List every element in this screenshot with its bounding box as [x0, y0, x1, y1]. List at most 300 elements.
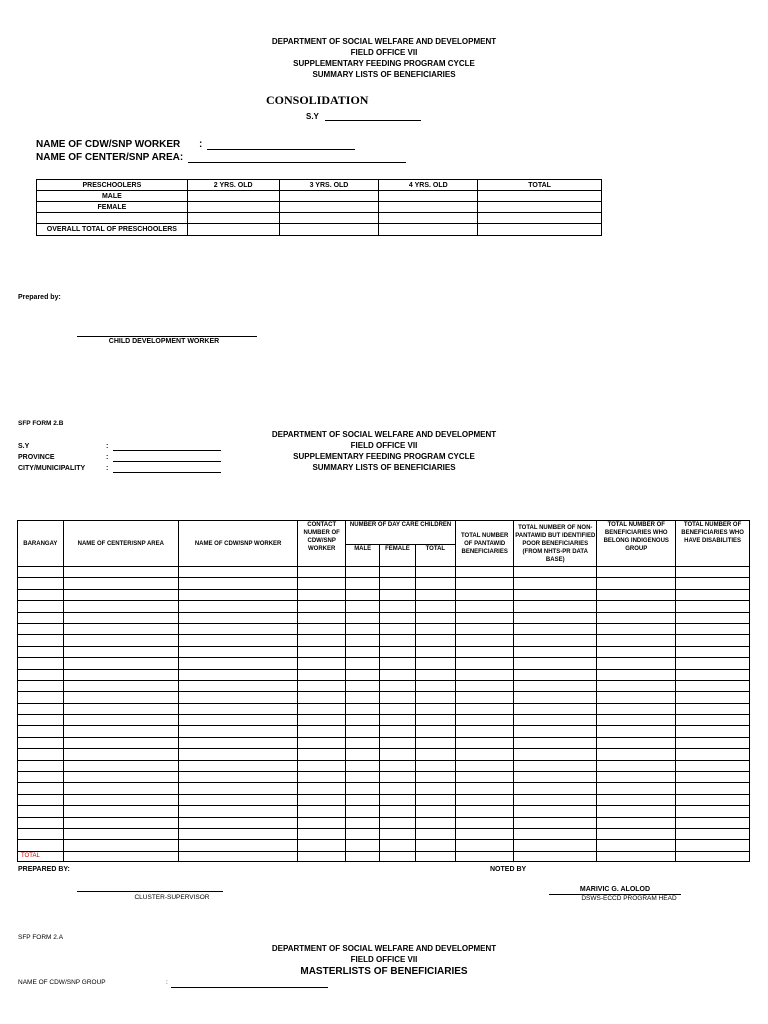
table-cell[interactable] — [597, 817, 676, 828]
table-cell[interactable] — [597, 623, 676, 634]
table-cell[interactable] — [346, 658, 380, 669]
table-cell[interactable] — [346, 601, 380, 612]
table-cell[interactable] — [380, 669, 415, 680]
table-cell[interactable] — [346, 806, 380, 817]
table-cell[interactable] — [346, 794, 380, 805]
table-cell[interactable] — [514, 817, 597, 828]
table-cell[interactable] — [597, 772, 676, 783]
table-cell[interactable] — [298, 840, 346, 851]
table-cell[interactable] — [456, 760, 514, 771]
table-cell[interactable] — [63, 680, 178, 691]
table-cell[interactable] — [178, 646, 297, 657]
table-cell[interactable] — [63, 794, 178, 805]
table-cell[interactable] — [379, 213, 478, 224]
table-cell[interactable] — [456, 783, 514, 794]
table-cell[interactable] — [415, 623, 455, 634]
table-cell[interactable] — [18, 612, 64, 623]
table-cell[interactable] — [415, 646, 455, 657]
sy-input-line[interactable] — [113, 441, 221, 451]
table-cell[interactable] — [18, 783, 64, 794]
table-cell[interactable] — [346, 772, 380, 783]
city-input-line[interactable] — [113, 463, 221, 473]
table-cell[interactable] — [597, 646, 676, 657]
table-cell[interactable] — [346, 715, 380, 726]
table-cell[interactable] — [187, 224, 279, 236]
table-cell[interactable] — [380, 646, 415, 657]
table-cell[interactable] — [676, 772, 750, 783]
table-cell[interactable] — [456, 578, 514, 589]
table-cell[interactable] — [178, 703, 297, 714]
table-cell[interactable] — [18, 703, 64, 714]
table-cell[interactable] — [63, 737, 178, 748]
sy-input-line[interactable] — [325, 120, 421, 121]
table-cell[interactable] — [415, 794, 455, 805]
table-cell[interactable] — [456, 806, 514, 817]
table-cell[interactable] — [676, 794, 750, 805]
table-cell[interactable] — [514, 726, 597, 737]
table-cell[interactable] — [298, 567, 346, 578]
table-cell[interactable] — [597, 692, 676, 703]
table-cell[interactable] — [380, 635, 415, 646]
table-cell[interactable] — [346, 578, 380, 589]
table-cell[interactable] — [279, 202, 379, 213]
table-cell[interactable] — [514, 623, 597, 634]
table-cell[interactable] — [380, 578, 415, 589]
table-cell[interactable] — [514, 567, 597, 578]
table-cell[interactable] — [676, 646, 750, 657]
table-cell[interactable] — [676, 635, 750, 646]
table-cell[interactable] — [178, 578, 297, 589]
table-cell[interactable] — [346, 703, 380, 714]
table-cell[interactable] — [597, 567, 676, 578]
table-cell[interactable] — [298, 772, 346, 783]
table-cell[interactable] — [346, 692, 380, 703]
table-cell[interactable] — [63, 760, 178, 771]
worker-input-line[interactable] — [207, 149, 355, 150]
table-cell[interactable] — [514, 703, 597, 714]
table-cell[interactable] — [178, 726, 297, 737]
table-cell[interactable] — [478, 202, 602, 213]
table-cell[interactable] — [18, 669, 64, 680]
table-cell[interactable] — [298, 680, 346, 691]
table-cell[interactable] — [298, 658, 346, 669]
table-cell[interactable] — [18, 623, 64, 634]
table-cell[interactable] — [346, 567, 380, 578]
table-cell[interactable] — [456, 567, 514, 578]
table-cell[interactable] — [415, 749, 455, 760]
table-cell[interactable] — [298, 635, 346, 646]
table-cell[interactable] — [676, 612, 750, 623]
table-cell[interactable] — [380, 703, 415, 714]
table-cell[interactable] — [676, 567, 750, 578]
table-cell[interactable] — [298, 828, 346, 839]
table-cell[interactable] — [415, 567, 455, 578]
group-input-line[interactable] — [171, 979, 328, 988]
table-cell[interactable] — [63, 783, 178, 794]
table-cell[interactable] — [415, 578, 455, 589]
table-cell[interactable] — [63, 806, 178, 817]
table-cell[interactable] — [456, 703, 514, 714]
table-cell[interactable] — [178, 840, 297, 851]
table-cell[interactable] — [380, 817, 415, 828]
table-cell[interactable] — [346, 635, 380, 646]
table-cell[interactable] — [597, 703, 676, 714]
table-cell[interactable] — [380, 783, 415, 794]
table-cell[interactable] — [676, 680, 750, 691]
table-cell[interactable] — [597, 749, 676, 760]
province-input-line[interactable] — [113, 452, 221, 462]
table-cell[interactable] — [178, 601, 297, 612]
table-cell[interactable] — [18, 760, 64, 771]
table-cell[interactable] — [415, 612, 455, 623]
table-cell[interactable] — [379, 202, 478, 213]
table-cell[interactable] — [18, 726, 64, 737]
table-cell[interactable] — [415, 715, 455, 726]
table-cell[interactable] — [298, 623, 346, 634]
table-cell[interactable] — [514, 578, 597, 589]
table-cell[interactable] — [380, 623, 415, 634]
table-cell[interactable] — [298, 601, 346, 612]
table-cell[interactable] — [676, 658, 750, 669]
table-cell[interactable] — [514, 760, 597, 771]
table-cell[interactable] — [379, 224, 478, 236]
table-cell[interactable] — [63, 828, 178, 839]
table-cell[interactable] — [597, 578, 676, 589]
table-cell[interactable] — [18, 601, 64, 612]
table-cell[interactable] — [346, 737, 380, 748]
table-cell[interactable] — [514, 680, 597, 691]
table-cell[interactable] — [298, 851, 346, 861]
table-cell[interactable] — [676, 828, 750, 839]
table-cell[interactable] — [18, 806, 64, 817]
table-cell[interactable] — [380, 715, 415, 726]
table-cell[interactable] — [456, 692, 514, 703]
table-cell[interactable] — [514, 851, 597, 861]
table-cell[interactable] — [298, 692, 346, 703]
table-cell[interactable] — [676, 851, 750, 861]
center-input-line[interactable] — [188, 162, 406, 163]
table-cell[interactable] — [298, 589, 346, 600]
table-cell[interactable] — [514, 715, 597, 726]
table-cell[interactable] — [456, 749, 514, 760]
table-cell[interactable] — [514, 806, 597, 817]
table-cell[interactable] — [597, 601, 676, 612]
table-cell[interactable] — [597, 760, 676, 771]
table-cell[interactable] — [415, 806, 455, 817]
table-cell[interactable] — [178, 794, 297, 805]
table-cell[interactable] — [380, 851, 415, 861]
table-cell[interactable] — [597, 840, 676, 851]
table-cell[interactable] — [178, 760, 297, 771]
table-cell[interactable] — [676, 840, 750, 851]
table-cell[interactable] — [298, 646, 346, 657]
table-cell[interactable] — [415, 737, 455, 748]
table-cell[interactable] — [478, 191, 602, 202]
table-cell[interactable] — [346, 669, 380, 680]
table-cell[interactable] — [18, 680, 64, 691]
table-cell[interactable] — [597, 851, 676, 861]
table-cell[interactable] — [676, 817, 750, 828]
table-cell[interactable] — [346, 840, 380, 851]
table-cell[interactable] — [18, 794, 64, 805]
table-cell[interactable] — [187, 191, 279, 202]
table-cell[interactable] — [346, 680, 380, 691]
table-cell[interactable] — [676, 692, 750, 703]
table-cell[interactable] — [178, 567, 297, 578]
table-cell[interactable] — [178, 851, 297, 861]
table-cell[interactable] — [514, 828, 597, 839]
table-cell[interactable] — [18, 840, 64, 851]
table-cell[interactable] — [380, 794, 415, 805]
table-cell[interactable] — [415, 817, 455, 828]
table-cell[interactable] — [415, 658, 455, 669]
table-cell[interactable] — [346, 749, 380, 760]
table-cell[interactable] — [18, 817, 64, 828]
table-cell[interactable] — [380, 806, 415, 817]
table-cell[interactable] — [415, 635, 455, 646]
table-cell[interactable] — [380, 749, 415, 760]
table-cell[interactable] — [380, 612, 415, 623]
table-cell[interactable] — [63, 851, 178, 861]
table-cell[interactable] — [346, 783, 380, 794]
table-cell[interactable] — [18, 749, 64, 760]
table-cell[interactable] — [456, 726, 514, 737]
table-cell[interactable] — [676, 749, 750, 760]
table-cell[interactable] — [178, 658, 297, 669]
table-cell[interactable] — [380, 828, 415, 839]
table-cell[interactable] — [178, 828, 297, 839]
table-cell[interactable] — [456, 772, 514, 783]
table-cell[interactable] — [346, 726, 380, 737]
table-cell[interactable] — [18, 772, 64, 783]
table-cell[interactable] — [298, 783, 346, 794]
table-cell[interactable] — [597, 737, 676, 748]
table-cell[interactable] — [298, 760, 346, 771]
table-cell[interactable] — [514, 692, 597, 703]
table-cell[interactable] — [456, 715, 514, 726]
table-cell[interactable] — [298, 715, 346, 726]
table-cell[interactable] — [415, 772, 455, 783]
table-cell[interactable] — [279, 191, 379, 202]
table-cell[interactable] — [63, 567, 178, 578]
table-cell[interactable] — [676, 623, 750, 634]
table-cell[interactable] — [456, 612, 514, 623]
table-cell[interactable] — [380, 840, 415, 851]
table-cell[interactable] — [18, 646, 64, 657]
table-cell[interactable] — [514, 669, 597, 680]
table-cell[interactable] — [178, 783, 297, 794]
table-cell[interactable] — [415, 669, 455, 680]
table-cell[interactable] — [178, 692, 297, 703]
table-cell[interactable] — [456, 680, 514, 691]
table-cell[interactable] — [178, 715, 297, 726]
table-cell[interactable] — [63, 612, 178, 623]
table-cell[interactable] — [63, 635, 178, 646]
table-cell[interactable] — [380, 601, 415, 612]
table-cell[interactable] — [346, 817, 380, 828]
table-cell[interactable] — [676, 726, 750, 737]
table-cell[interactable] — [346, 851, 380, 861]
table-cell[interactable] — [676, 760, 750, 771]
table-cell[interactable] — [676, 601, 750, 612]
table-cell[interactable] — [298, 703, 346, 714]
table-cell[interactable] — [18, 828, 64, 839]
table-cell[interactable] — [456, 623, 514, 634]
table-cell[interactable] — [63, 703, 178, 714]
table-cell[interactable] — [415, 840, 455, 851]
signature-line[interactable] — [77, 891, 223, 892]
table-cell[interactable] — [18, 578, 64, 589]
table-cell[interactable] — [379, 191, 478, 202]
table-cell[interactable] — [346, 646, 380, 657]
table-cell[interactable] — [597, 715, 676, 726]
table-cell[interactable] — [676, 589, 750, 600]
table-cell[interactable] — [597, 589, 676, 600]
table-cell[interactable] — [298, 669, 346, 680]
table-cell[interactable] — [676, 715, 750, 726]
table-cell[interactable] — [676, 578, 750, 589]
table-cell[interactable] — [415, 589, 455, 600]
table-cell[interactable] — [178, 737, 297, 748]
table-cell[interactable] — [298, 794, 346, 805]
table-cell[interactable] — [415, 783, 455, 794]
table-cell[interactable] — [676, 669, 750, 680]
table-cell[interactable] — [346, 623, 380, 634]
table-cell[interactable] — [18, 635, 64, 646]
table-cell[interactable] — [456, 851, 514, 861]
table-cell[interactable] — [415, 760, 455, 771]
table-cell[interactable] — [597, 680, 676, 691]
table-cell[interactable] — [18, 567, 64, 578]
table-cell[interactable] — [178, 680, 297, 691]
table-cell[interactable] — [514, 794, 597, 805]
table-cell[interactable] — [415, 703, 455, 714]
table-cell[interactable] — [298, 737, 346, 748]
table-cell[interactable] — [456, 669, 514, 680]
table-cell[interactable] — [676, 703, 750, 714]
table-cell[interactable] — [63, 749, 178, 760]
table-cell[interactable] — [597, 794, 676, 805]
table-cell[interactable] — [63, 692, 178, 703]
table-cell[interactable] — [676, 783, 750, 794]
table-cell[interactable] — [63, 646, 178, 657]
table-cell[interactable] — [415, 726, 455, 737]
table-cell[interactable] — [380, 760, 415, 771]
table-cell[interactable] — [380, 737, 415, 748]
table-cell[interactable] — [63, 772, 178, 783]
table-cell[interactable] — [514, 772, 597, 783]
table-cell[interactable] — [456, 828, 514, 839]
table-cell[interactable] — [298, 612, 346, 623]
table-cell[interactable] — [597, 658, 676, 669]
table-cell[interactable] — [63, 715, 178, 726]
table-cell[interactable] — [298, 726, 346, 737]
table-cell[interactable] — [415, 692, 455, 703]
table-cell[interactable] — [676, 806, 750, 817]
table-cell[interactable] — [456, 635, 514, 646]
table-cell[interactable] — [514, 783, 597, 794]
table-cell[interactable] — [18, 589, 64, 600]
table-cell[interactable] — [415, 680, 455, 691]
table-cell[interactable] — [456, 601, 514, 612]
table-cell[interactable] — [178, 635, 297, 646]
table-cell[interactable] — [380, 658, 415, 669]
table-cell[interactable] — [380, 567, 415, 578]
table-cell[interactable] — [380, 589, 415, 600]
table-cell[interactable] — [415, 828, 455, 839]
table-cell[interactable] — [298, 749, 346, 760]
table-cell[interactable] — [63, 601, 178, 612]
table-cell[interactable] — [346, 828, 380, 839]
table-cell[interactable] — [298, 578, 346, 589]
table-cell[interactable] — [456, 817, 514, 828]
table-cell[interactable] — [478, 213, 602, 224]
table-cell[interactable] — [597, 828, 676, 839]
table-cell[interactable] — [514, 612, 597, 623]
table-cell[interactable] — [514, 840, 597, 851]
table-cell[interactable] — [63, 817, 178, 828]
table-cell[interactable] — [178, 589, 297, 600]
table-cell[interactable] — [178, 669, 297, 680]
table-cell[interactable] — [18, 692, 64, 703]
table-cell[interactable] — [346, 589, 380, 600]
table-cell[interactable] — [63, 578, 178, 589]
table-cell[interactable] — [63, 669, 178, 680]
table-cell[interactable] — [18, 658, 64, 669]
table-cell[interactable] — [597, 635, 676, 646]
table-cell[interactable] — [415, 851, 455, 861]
table-cell[interactable] — [597, 669, 676, 680]
table-cell[interactable] — [456, 840, 514, 851]
table-cell[interactable] — [63, 623, 178, 634]
table-cell[interactable] — [456, 794, 514, 805]
table-cell[interactable] — [380, 680, 415, 691]
table-cell[interactable] — [380, 726, 415, 737]
table-cell[interactable] — [456, 589, 514, 600]
table-cell[interactable] — [380, 772, 415, 783]
table-cell[interactable] — [346, 612, 380, 623]
table-cell[interactable] — [178, 806, 297, 817]
table-cell[interactable] — [63, 658, 178, 669]
table-cell[interactable] — [514, 635, 597, 646]
table-cell[interactable] — [597, 612, 676, 623]
table-cell[interactable] — [178, 612, 297, 623]
table-cell[interactable] — [514, 601, 597, 612]
table-cell[interactable] — [597, 783, 676, 794]
table-cell[interactable] — [456, 658, 514, 669]
table-cell[interactable] — [597, 806, 676, 817]
table-cell[interactable] — [18, 737, 64, 748]
table-cell[interactable] — [178, 749, 297, 760]
table-cell[interactable] — [676, 737, 750, 748]
table-cell[interactable] — [63, 726, 178, 737]
table-cell[interactable] — [178, 623, 297, 634]
table-cell[interactable] — [178, 772, 297, 783]
table-cell[interactable] — [279, 224, 379, 236]
table-cell[interactable] — [415, 601, 455, 612]
table-cell[interactable] — [298, 806, 346, 817]
table-cell[interactable] — [597, 726, 676, 737]
table-cell[interactable] — [514, 749, 597, 760]
table-cell[interactable] — [187, 202, 279, 213]
table-cell[interactable] — [514, 737, 597, 748]
table-cell[interactable] — [63, 840, 178, 851]
table-cell[interactable] — [456, 646, 514, 657]
table-cell[interactable] — [478, 224, 602, 236]
signature-line[interactable] — [77, 336, 257, 337]
table-cell[interactable] — [514, 589, 597, 600]
table-cell[interactable] — [18, 715, 64, 726]
